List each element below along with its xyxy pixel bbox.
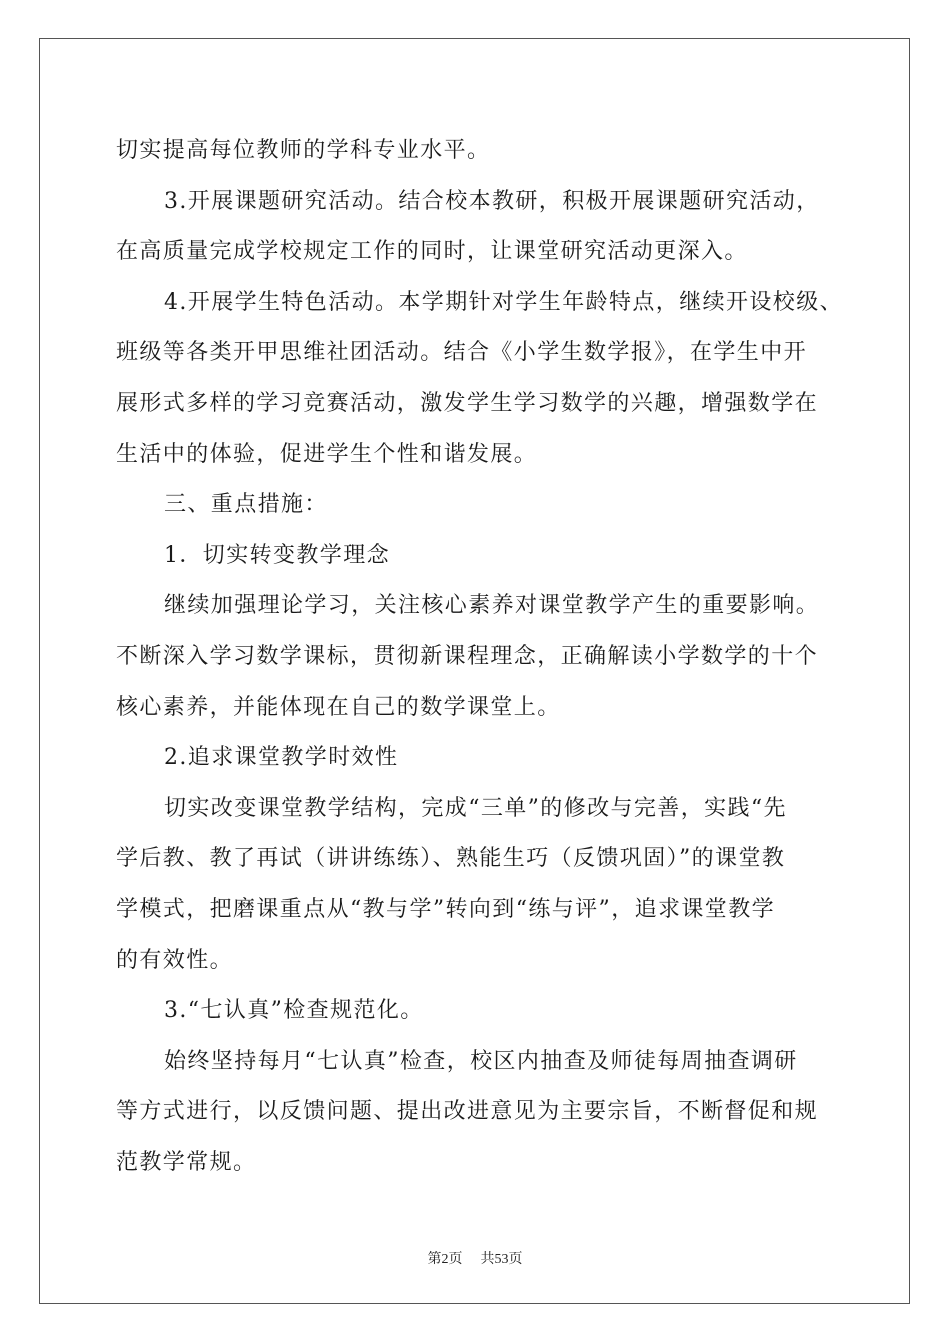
total-pages: 共53页 — [480, 1252, 523, 1267]
text-line: 2.追求课堂教学时效性 — [164, 745, 399, 771]
text-line: 学后教、教了再试（讲讲练练）、熟能生巧（反馈巩固）”的课堂教 — [116, 846, 786, 872]
text-line: 范教学常规。 — [116, 1149, 257, 1175]
text-line: 等方式进行，以反馈问题、提出改进意见为主要宗旨，不断督促和规 — [116, 1099, 819, 1125]
page-number: 第2页 — [427, 1252, 463, 1267]
text-line: 3.开展课题研究活动。结合校本教研，积极开展课题研究活动， — [164, 188, 820, 214]
page-footer — [0, 1248, 950, 1268]
text-line: 三、重点措施： — [164, 492, 328, 518]
text-line: 继续加强理论学习，关注核心素养对课堂教学产生的重要影响。 — [164, 593, 820, 619]
text-line: 核心素养，并能体现在自己的数学课堂上。 — [116, 694, 561, 720]
text-line: 始终坚持每月“七认真”检查，校区内抽查及师徒每周抽查调研 — [164, 1048, 798, 1074]
text-line: 生活中的体验，促进学生个性和谐发展。 — [116, 441, 538, 467]
text-line: 不断深入学习数学课标，贯彻新课程理念，正确解读小学数学的十个 — [116, 643, 819, 669]
text-line: 的有效性。 — [116, 947, 234, 973]
text-line: 1．切实转变教学理念 — [164, 542, 390, 568]
text-line: 3.“七认真”检查规范化。 — [164, 998, 424, 1024]
text-line: 4.开展学生特色活动。本学期针对学生年龄特点，继续开设校级、 — [164, 289, 843, 315]
text-line: 学模式，把磨课重点从“教与学”转向到“练与评”，追求课堂教学 — [116, 896, 775, 922]
text-line: 班级等各类开甲思维社团活动。结合《小学生数学报》，在学生中开 — [116, 340, 808, 366]
text-line: 切实提高每位教师的学科专业水平。 — [116, 138, 491, 163]
text-line: 在高质量完成学校规定工作的同时，让课堂研究活动更深入。 — [116, 239, 748, 265]
text-line: 切实改变课堂教学结构，完成“三单”的修改与完善，实践“先 — [164, 795, 787, 821]
document-body — [116, 126, 856, 1188]
text-line: 展形式多样的学习竞赛活动，激发学生学习数学的兴趣，增强数学在 — [116, 390, 819, 416]
